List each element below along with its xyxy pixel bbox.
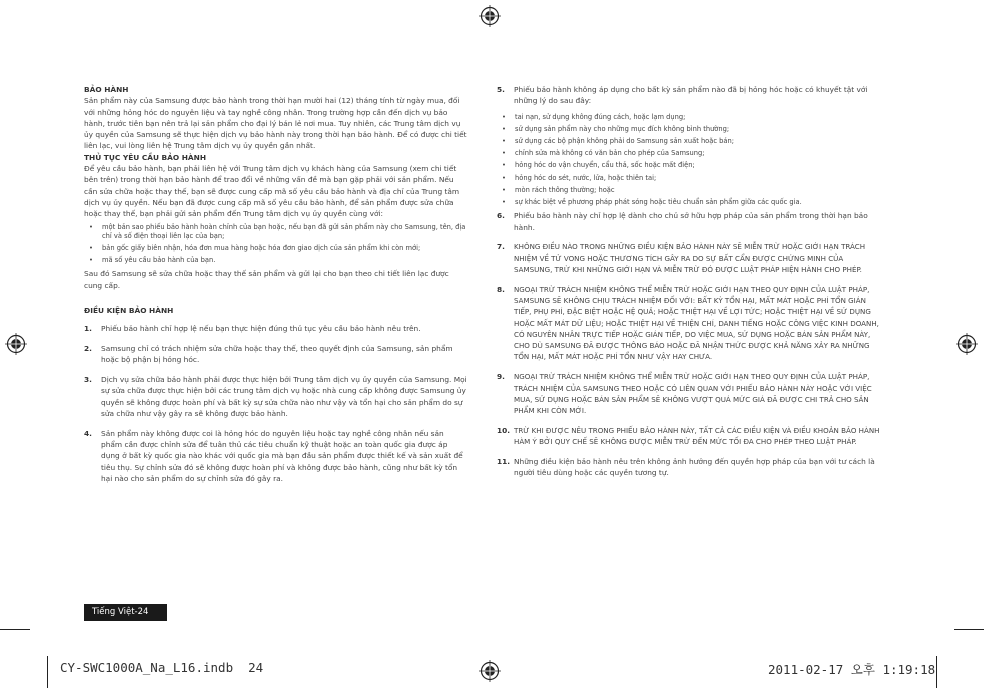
- item-number: 3.: [84, 375, 92, 385]
- list-item: • tai nạn, sử dụng không đúng cách, hoặc lạm dụng;: [497, 113, 882, 122]
- list-item: • hỏng hóc do sét, nước, lửa, hoặc thiên tai;: [497, 174, 882, 183]
- list-item: [497, 241, 882, 275]
- item-text: Phiếu bảo hành này chỉ hợp lệ dành cho chủ sở hữu hợp pháp của sản phẩm trong thời hạn bảo hành.: [514, 211, 868, 232]
- item-number: 9.: [497, 372, 505, 382]
- exclusion-bullets: [497, 113, 882, 208]
- crop-mark: [954, 629, 984, 630]
- conditions-list-left: [84, 323, 467, 484]
- list-item: [84, 343, 467, 366]
- list-item: • một bản sao phiếu bảo hành hoàn chỉnh của bạn hoặc, nếu bạn đã gửi sản phẩm này cho Samsung, tên, địa chỉ và số điện thoại liên lạc của bạn;: [84, 223, 467, 241]
- registration-mark-icon: [479, 5, 501, 27]
- crop-mark: [0, 629, 30, 630]
- item-text: NGOẠI TRỪ TRÁCH NHIỆM KHÔNG THỂ MIỄN TRỪ HOẶC GIỚI HẠN THEO QUY ĐỊNH CỦA LUẬT PHÁP, SAMSUNG SẼ KHÔNG CHỊU TRÁCH NHIỆM ĐỐI VỚI: BẤT KỲ TỔN HẠI, MẤT MÁT HOẶC PHÍ TỔN GIÁN TIẾP, PHỤ PHÍ, ĐẶC BIỆT HOẶC HỆ QUẢ; HOẶC THIỆT HẠI VỀ LỢI TỨC; HOẶC THIỆT HẠI VỀ SỬ DỤNG HOẶC MẤT MÁT DỮ LIỆU; HOẶC THIỆT HẠI VỀ THIỆN CHÍ, DANH TIẾNG HOẶC CÔNG VIỆC KINH DOANH, CÓ NGUYÊN NHÂN TRỰC TIẾP HOẶC GIÁN TIẾP, DO VIỆC MUA, SỬ DỤNG HOẶC BÁN SẢN PHẨM NÀY, CHO DÙ SAMSUNG ĐÃ ĐƯỢC THÔNG BÁO HOẶC ĐÃ NHẬN THỨC ĐƯỢC KHẢ NĂNG XẢY RA NHỮNG TỔN HẠI, MẤT MÁT HOẶC PHÍ TỔN NHƯ VẬY HAY CHƯA.: [514, 284, 879, 362]
- left-column: [84, 84, 467, 493]
- conditions-list-right: [497, 84, 882, 479]
- list-item: [497, 425, 882, 448]
- item-text: Phiếu bảo hành chỉ hợp lệ nếu bạn thực hiện đúng thủ tục yêu cầu bảo hành nêu trên.: [101, 324, 421, 334]
- item-number: 7.: [497, 242, 505, 252]
- warranty-intro: Sản phẩm này của Samsung được bảo hành trong thời hạn mười hai (12) tháng tính từ ngày mua, đối với những hỏng hóc do nguyên liệu và tay nghề công nhân. Trong trường hợp cần đến dịch vụ bảo hành, trước tiên bạn nên trả lại sản phẩm cho đại lý bán lẻ nơi mua. Tuy nhiên, các Trung tâm dịch vụ ủy quyền của Samsung sẽ thực hiện dịch vụ bảo hành này trong thời hạn bảo hành. Để có được chi tiết liên lạc, vui lòng liên hệ Trung tâm dịch vụ ủy quyền gần nhất.: [84, 96, 467, 151]
- list-item: [84, 323, 467, 334]
- list-item: • mã số yêu cầu bảo hành của bạn.: [84, 256, 467, 265]
- item-number: 2.: [84, 344, 92, 354]
- item-text: TRỪ KHI ĐƯỢC NÊU TRONG PHIẾU BẢO HÀNH NÀY, TẤT CẢ CÁC ĐIỀU KIỆN VÀ ĐIỀU KHOẢN BẢO HÀNH HÀM Ý BỞI QUY CHẾ SẼ KHÔNG ĐƯỢC MIỄN TRỪ ĐẾN MỨC TỐI ĐA CHO PHÉP THEO LUẬT PHÁP.: [514, 425, 880, 447]
- item-text: Samsung chỉ có trách nhiệm sửa chữa hoặc thay thế, theo quyết định của Samsung, sản phẩm hoặc bộ phận bị hỏng hóc.: [101, 344, 453, 365]
- list-item: • chỉnh sửa mà không có văn bản cho phép của Samsung;: [497, 149, 882, 158]
- registration-mark-icon: [956, 333, 978, 355]
- item-number: 11.: [497, 457, 511, 467]
- procedure-intro: Để yêu cầu bảo hành, bạn phải liên hệ với Trung tâm dịch vụ khách hàng của Samsung (xem chi tiết bên trên) trong thời hạn bảo hành để trao đổi về những vấn đề mà bạn gặp phải với sản phẩm. Nếu cần sửa chữa hoặc thay thế, bạn sẽ được cung cấp mã số yêu cầu bảo hành và địa chỉ của Trung tâm dịch vụ ủy quyền. Nếu bạn đã được cung cấp mã số yêu cầu bảo hành, để sản phẩm được sửa chữa hoặc thay thế, bạn phải gửi sản phẩm đến Trung tâm dịch vụ ủy quyền cùng với:: [84, 164, 460, 219]
- procedure-outro: Sau đó Samsung sẽ sửa chữa hoặc thay thế sản phẩm và gửi lại cho bạn theo chi tiết liên lạc được cung cấp.: [84, 269, 449, 290]
- list-item: • hỏng hóc do vận chuyển, cẩu thả, sốc hoặc mất điện;: [497, 161, 882, 170]
- procedure-heading: THỦ TỤC YÊU CẦU BẢO HÀNH: [84, 152, 207, 162]
- right-column: [497, 84, 882, 487]
- item-number: 6.: [497, 211, 505, 221]
- crop-mark: [936, 656, 937, 688]
- warranty-heading: BẢO HÀNH: [84, 85, 129, 94]
- registration-mark-icon: [5, 333, 27, 355]
- item-text: Dịch vụ sửa chữa bảo hành phải được thực hiện bởi Trung tâm dịch vụ ủy quyền của Samsung. Mọi sự sửa chữa được thực hiện bởi các trung tâm dịch vụ hoặc nhà cung cấp không được Samsung ủy quyền sẽ không được hoàn phí và bất kỳ sự sửa chữa nào như vậy và tổn hại cho sản phẩm do sự sửa chữa như vậy gây ra sẽ không được bảo hành.: [101, 375, 467, 419]
- crop-mark: [47, 656, 48, 688]
- item-text: Phiếu bảo hành không áp dụng cho bất kỳ sản phẩm nào đã bị hỏng hóc hoặc có khuyết tật với những lý do sau đây:: [514, 85, 868, 106]
- procedure-bullets: [84, 223, 467, 266]
- list-item: [497, 84, 882, 207]
- item-number: 5.: [497, 85, 505, 94]
- list-item: • mòn rách thông thường; hoặc: [497, 186, 882, 195]
- list-item: • bản gốc giấy biên nhận, hóa đơn mua hàng hoặc hóa đơn giao dịch của sản phẩm khi còn mới;: [84, 244, 467, 253]
- item-text: NGOẠI TRỪ TRÁCH NHIỆM KHÔNG THỂ MIỄN TRỪ HOẶC GIỚI HẠN THEO QUY ĐỊNH CỦA LUẬT PHÁP, TRÁCH NHIỆM CỦA SAMSUNG THEO HOẶC CÓ LIÊN QUAN VỚI PHIẾU BẢO HÀNH NÀY HOẶC VỚI VIỆC MUA, SỬ DỤNG HOẶC BÁN SẢN PHẨM SẼ KHÔNG VƯỢT QUÁ MỨC GIÁ ĐÃ ĐƯỢC CHI TRẢ CHO SẢN PHẨM KHI CÒN MỚI.: [514, 372, 872, 416]
- page-number-tab: Tiếng Việt-24: [84, 604, 167, 621]
- list-item: • sự khác biệt về phương pháp phát sóng hoặc tiêu chuẩn sản phẩm giữa các quốc gia.: [497, 198, 882, 207]
- footer-filename: CY-SWC1000A_Na_L16.indb: [60, 660, 234, 675]
- item-text: Những điều kiện bảo hành nêu trên không ảnh hưởng đến quyền hợp pháp của bạn với tư cách là người tiêu dùng hoặc các quyền tương tự.: [514, 457, 875, 478]
- footer-file-info: [60, 660, 263, 675]
- item-text: KHÔNG ĐIỀU NÀO TRONG NHỮNG ĐIỀU KIỆN BẢO HÀNH NÀY SẼ MIỄN TRỪ HOẶC GIỚI HẠN TRÁCH NHIỆM VỀ TỬ VONG HOẶC THƯƠNG TÍCH GÂY RA DO SỰ BẤT CẨN ĐƯỢC CHỨNG MINH CỦA SAMSUNG, TRỪ KHI NHỮNG GIỚI HẠN VÀ MIỄN TRỪ ĐÓ ĐƯỢC LUẬT PHÁP HIỆN HÀNH CHO PHÉP.: [514, 242, 866, 274]
- footer-datetime: 2011-02-17 오후 1:19:18: [768, 662, 936, 677]
- list-item: • sử dụng sản phẩm này cho những mục đích không bình thường;: [497, 125, 882, 134]
- list-item: [497, 284, 882, 363]
- item-number: 10.: [497, 425, 511, 435]
- registration-mark-icon: [479, 660, 501, 682]
- item-number: 4.: [84, 428, 92, 438]
- list-item: [497, 371, 882, 416]
- list-item: [84, 374, 467, 419]
- conditions-heading: ĐIỀU KIỆN BẢO HÀNH: [84, 305, 174, 315]
- list-item: • sử dụng các bộ phận không phải do Samsung sản xuất hoặc bán;: [497, 137, 882, 146]
- item-text: Sản phẩm này không được coi là hỏng hóc do nguyên liệu hoặc tay nghề công nhân nếu sản phẩm cần được chỉnh sửa để tuân thủ các tiêu chuẩn kỹ thuật hoặc an toàn quốc gia được áp dụng ở bất kỳ quốc gia nào khác với quốc gia mà bạn đầu sản phẩm được thiết kế và sản xuất để tiêu thụ. Sự chỉnh sửa đó sẽ không được hoàn phí và không được bảo hành, cũng như bất kỳ tổn hại nào cho sản phẩm do sự chỉnh sửa đó gây ra.: [101, 428, 463, 484]
- footer-page: 24: [248, 660, 264, 675]
- list-item: [497, 456, 882, 479]
- list-item: [497, 210, 882, 233]
- item-number: 1.: [84, 324, 92, 334]
- list-item: [84, 428, 467, 484]
- item-number: 8.: [497, 284, 505, 294]
